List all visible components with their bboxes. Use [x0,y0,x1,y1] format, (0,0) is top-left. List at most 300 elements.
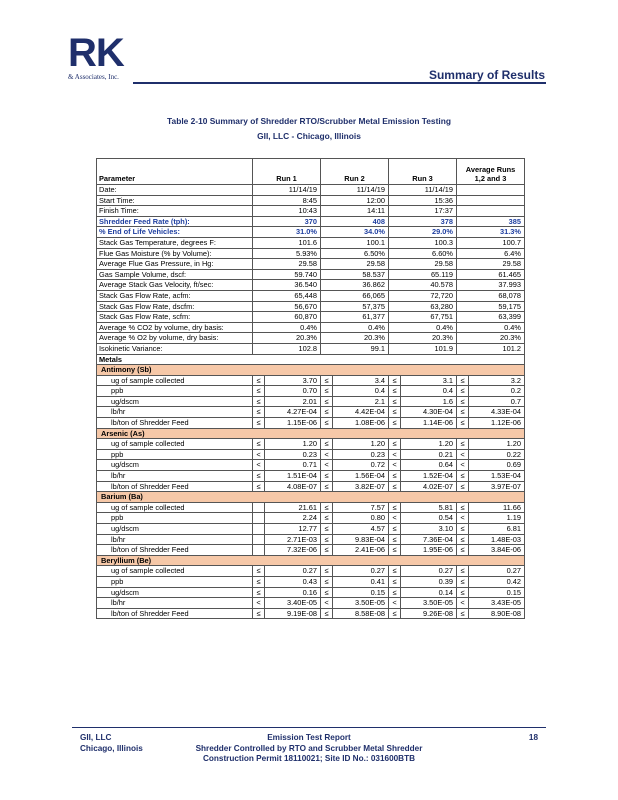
run1-qualifier [253,545,265,556]
average-value: 31.3% [457,227,525,238]
metal-unit-label: lb/hr [97,598,253,609]
run2-value: 1.08E-06 [333,418,389,429]
run3-value: 63,280 [389,301,457,312]
run2-value: 4.57 [333,524,389,535]
run3-value: 0.64 [401,460,457,471]
run2-qualifier: ≤ [321,608,333,619]
run3-value: 20.3% [389,333,457,344]
metal-unit-label: lb/hr [97,534,253,545]
parameter-label: Average % CO2 by volume, dry basis: [97,322,253,333]
average-value [457,206,525,217]
parameter-label: Isokinetic Variance: [97,343,253,354]
average-value: 1.48E-03 [469,534,525,545]
metal-data-row [97,566,525,577]
table-row [97,206,525,217]
run2-value: 61,377 [321,312,389,323]
run1-value: 4.27E-04 [265,407,321,418]
run1-value: 0.71 [265,460,321,471]
run1-value: 29.58 [253,259,321,270]
parameter-label: Date: [97,185,253,196]
metal-unit-label: ppb [97,449,253,460]
run2-value: 3.82E-07 [333,481,389,492]
run1-qualifier [253,502,265,513]
run1-qualifier: ≤ [253,407,265,418]
average-value: 0.4% [457,322,525,333]
header-run1: Run 1 [253,159,321,185]
run3-qualifier: ≤ [389,608,401,619]
average-value: 1.12E-06 [469,418,525,429]
parameter-label: Average Flue Gas Pressure, in Hg: [97,259,253,270]
parameter-label: % End of Life Vehicles: [97,227,253,238]
run3-value: 6.60% [389,248,457,259]
metal-header-row [97,428,525,439]
run2-qualifier: ≤ [321,566,333,577]
run2-value: 408 [321,216,389,227]
run3-value: 0.4% [389,322,457,333]
parameter-label: Stack Gas Flow Rate, scfm: [97,312,253,323]
table-row [97,333,525,344]
average-value: 59,175 [457,301,525,312]
run1-value: 0.23 [265,449,321,460]
run3-value: 3.10 [401,524,457,535]
run3-qualifier: ≤ [389,587,401,598]
metal-unit-label: ug/dscm [97,524,253,535]
average-value: 20.3% [457,333,525,344]
table-subcaption: GII, LLC - Chicago, Illinois [257,131,361,141]
table-row [97,259,525,270]
metal-data-row [97,502,525,513]
metal-data-row [97,576,525,587]
run1-qualifier [253,534,265,545]
run1-value: 65,448 [253,290,321,301]
run3-qualifier: ≤ [389,502,401,513]
average-value: 1.53E-04 [469,471,525,482]
average-value: 3.97E-07 [469,481,525,492]
parameter-label: Average % O2 by volume, dry basis: [97,333,253,344]
table-row [97,227,525,238]
average-value [457,195,525,206]
parameter-label: Stack Gas Flow Rate, acfm: [97,290,253,301]
run1-qualifier: ≤ [253,576,265,587]
run3-value: 5.81 [401,502,457,513]
run2-value: 58.537 [321,269,389,280]
run3-value: 0.27 [401,566,457,577]
run2-qualifier: ≤ [321,524,333,535]
run2-qualifier: ≤ [321,407,333,418]
metal-data-row [97,396,525,407]
average-value [457,185,525,196]
average-value: 385 [457,216,525,227]
run3-value: 17:37 [389,206,457,217]
metal-header-row [97,555,525,566]
run3-qualifier: ≤ [389,439,401,450]
average-value: 6.81 [469,524,525,535]
average-value: 11.66 [469,502,525,513]
metal-unit-label: ppb [97,513,253,524]
average-value: 61.465 [457,269,525,280]
average-qualifier: < [457,449,469,460]
run2-value: 2.41E-06 [333,545,389,556]
run2-value: 3.50E-05 [333,598,389,609]
table-caption: Table 2-10 Summary of Shredder RTO/Scrubber Metal Emission Testing [167,116,451,126]
run1-value: 2.71E-03 [265,534,321,545]
run3-qualifier: ≤ [389,396,401,407]
average-value: 8.90E-08 [469,608,525,619]
run1-value: 9.19E-08 [265,608,321,619]
run2-value: 57,375 [321,301,389,312]
table-row [97,185,525,196]
run1-qualifier: ≤ [253,566,265,577]
run1-value: 2.24 [265,513,321,524]
run2-value: 7.57 [333,502,389,513]
footer-report [0,733,618,765]
run2-qualifier: ≤ [321,576,333,587]
run1-value: 3.40E-05 [265,598,321,609]
header-average [457,159,525,185]
metal-data-row [97,449,525,460]
metal-unit-label: ug of sample collected [97,439,253,450]
metal-unit-label: lb/ton of Shredder Feed [97,481,253,492]
metal-data-row [97,598,525,609]
run3-value: 15:36 [389,195,457,206]
run2-qualifier: ≤ [321,587,333,598]
table-row [97,343,525,354]
run1-qualifier: ≤ [253,418,265,429]
page-number: 18 [528,733,538,742]
metal-unit-label: ug of sample collected [97,375,253,386]
run3-qualifier: ≤ [389,471,401,482]
run2-value: 12:00 [321,195,389,206]
run2-value: 0.80 [333,513,389,524]
average-value: 29.58 [457,259,525,270]
metal-unit-label: lb/hr [97,407,253,418]
metals-section-row [97,354,525,365]
run3-value: 1.20 [401,439,457,450]
average-value: 1.20 [469,439,525,450]
run3-qualifier: < [389,460,401,471]
company-logo [68,31,138,81]
average-value: 0.15 [469,587,525,598]
parameter-label: Shredder Feed Rate (tph): [97,216,253,227]
run2-value: 0.4% [321,322,389,333]
table-row [97,301,525,312]
run2-value: 99.1 [321,343,389,354]
run3-value: 3.1 [401,375,457,386]
run3-qualifier: ≤ [389,407,401,418]
parameter-label: Flue Gas Moisture (% by Volume): [97,248,253,259]
average-qualifier: ≤ [457,545,469,556]
run2-value: 2.1 [333,396,389,407]
metal-data-row [97,386,525,397]
run3-qualifier: ≤ [389,576,401,587]
run3-value: 1.14E-06 [401,418,457,429]
average-qualifier: ≤ [457,418,469,429]
run1-qualifier: < [253,598,265,609]
average-value: 63,399 [457,312,525,323]
run1-value: 4.08E-07 [265,481,321,492]
run3-value: 1.95E-06 [401,545,457,556]
average-qualifier: ≤ [457,396,469,407]
table-row [97,269,525,280]
metal-data-row [97,471,525,482]
average-qualifier: ≤ [457,471,469,482]
run1-value: 31.0% [253,227,321,238]
run1-value: 5.93% [253,248,321,259]
logo-tagline: & Associates, Inc. [68,73,119,81]
metal-data-row [97,587,525,598]
run1-value: 102.8 [253,343,321,354]
table-row [97,290,525,301]
run1-value: 1.20 [265,439,321,450]
average-value: 0.22 [469,449,525,460]
run2-qualifier: ≤ [321,386,333,397]
metal-unit-label: ppb [97,386,253,397]
logo-letters: RK [68,31,124,75]
run2-qualifier: ≤ [321,502,333,513]
run1-value: 101.6 [253,237,321,248]
run3-qualifier: ≤ [389,545,401,556]
average-value: 3.2 [469,375,525,386]
run3-qualifier: < [389,513,401,524]
metal-name: Beryllium (Be) [97,555,525,566]
metal-data-row [97,375,525,386]
metal-data-row [97,460,525,471]
run2-qualifier: < [321,449,333,460]
run3-qualifier: ≤ [389,566,401,577]
parameter-label: Finish Time: [97,206,253,217]
metal-unit-label: ppb [97,576,253,587]
run1-value: 0.27 [265,566,321,577]
metal-unit-label: ug of sample collected [97,502,253,513]
metal-unit-label: ug/dscm [97,460,253,471]
average-value: 0.42 [469,576,525,587]
run1-value: 59.740 [253,269,321,280]
run1-value: 2.01 [265,396,321,407]
average-value: 0.27 [469,566,525,577]
run3-value: 11/14/19 [389,185,457,196]
run3-value: 67,751 [389,312,457,323]
run3-value: 4.02E-07 [401,481,457,492]
run2-value: 66,065 [321,290,389,301]
run1-value: 12.77 [265,524,321,535]
header-divider [133,82,546,84]
run1-value: 0.70 [265,386,321,397]
run2-value: 0.15 [333,587,389,598]
run2-value: 0.72 [333,460,389,471]
run2-qualifier: ≤ [321,418,333,429]
run2-qualifier: ≤ [321,481,333,492]
run1-qualifier: ≤ [253,439,265,450]
run3-value: 1.6 [401,396,457,407]
run1-value: 3.70 [265,375,321,386]
run1-qualifier: ≤ [253,375,265,386]
run1-value: 36.540 [253,280,321,291]
table-row [97,248,525,259]
run1-value: 370 [253,216,321,227]
metal-unit-label: lb/ton of Shredder Feed [97,608,253,619]
run2-value: 3.4 [333,375,389,386]
table-row [97,195,525,206]
run2-value: 0.23 [333,449,389,460]
table-row [97,322,525,333]
metal-header-row [97,365,525,376]
run1-value: 1.15E-06 [265,418,321,429]
average-qualifier: ≤ [457,608,469,619]
run2-qualifier: ≤ [321,534,333,545]
average-qualifier: ≤ [457,524,469,535]
average-value: 0.7 [469,396,525,407]
average-qualifier: ≤ [457,566,469,577]
average-qualifier: ≤ [457,439,469,450]
run1-qualifier [253,513,265,524]
header-average-line2: 1,2 and 3 [474,174,507,184]
run1-value: 8:45 [253,195,321,206]
parameter-label: Gas Sample Volume, dscf: [97,269,253,280]
average-qualifier: ≤ [457,386,469,397]
average-value: 0.69 [469,460,525,471]
run1-value: 1.51E-04 [265,471,321,482]
run3-value: 0.21 [401,449,457,460]
run3-qualifier: ≤ [389,534,401,545]
parameter-label: Average Stack Gas Velocity, ft/sec: [97,280,253,291]
run1-value: 20.3% [253,333,321,344]
table-row [97,216,525,227]
metal-name: Antimony (Sb) [97,365,525,376]
run1-value: 56,670 [253,301,321,312]
run3-value: 4.30E-04 [401,407,457,418]
run1-qualifier: ≤ [253,396,265,407]
parameter-label: Stack Gas Flow Rate, dscfm: [97,301,253,312]
run1-qualifier: ≤ [253,587,265,598]
run2-value: 36.862 [321,280,389,291]
run2-qualifier: < [321,460,333,471]
run3-value: 1.52E-04 [401,471,457,482]
run1-qualifier [253,524,265,535]
run2-value: 6.50% [321,248,389,259]
run1-qualifier: ≤ [253,481,265,492]
run1-qualifier: ≤ [253,386,265,397]
section-title: Summary of Results [428,68,545,82]
average-qualifier: ≤ [457,407,469,418]
metal-unit-label: ug of sample collected [97,566,253,577]
metal-unit-label: lb/ton of Shredder Feed [97,545,253,556]
run1-qualifier: ≤ [253,608,265,619]
header-parameter: Parameter [97,159,253,185]
run2-value: 4.42E-04 [333,407,389,418]
metal-unit-label: ug/dscm [97,587,253,598]
run2-qualifier: ≤ [321,513,333,524]
average-value: 6.4% [457,248,525,259]
run1-value: 0.16 [265,587,321,598]
run2-qualifier: ≤ [321,396,333,407]
average-value: 1.19 [469,513,525,524]
run3-value: 0.4 [401,386,457,397]
run2-value: 14:11 [321,206,389,217]
run2-value: 29.58 [321,259,389,270]
results-table [96,158,525,619]
run2-value: 34.0% [321,227,389,238]
run3-qualifier: ≤ [389,481,401,492]
run3-value: 3.50E-05 [401,598,457,609]
average-value: 3.43E-05 [469,598,525,609]
average-value: 0.2 [469,386,525,397]
run3-qualifier: ≤ [389,524,401,535]
metal-data-row [97,439,525,450]
metal-data-row [97,407,525,418]
average-qualifier: < [457,598,469,609]
run2-value: 1.20 [333,439,389,450]
average-value: 4.33E-04 [469,407,525,418]
run2-value: 1.56E-04 [333,471,389,482]
metal-header-row [97,492,525,503]
parameter-label: Stack Gas Temperature, degrees F: [97,237,253,248]
metal-data-row [97,545,525,556]
header-run3: Run 3 [389,159,457,185]
metal-unit-label: lb/hr [97,471,253,482]
metal-unit-label: ug/dscm [97,396,253,407]
run1-qualifier: < [253,460,265,471]
run2-qualifier: < [321,598,333,609]
table-row [97,280,525,291]
metal-name: Barium (Ba) [97,492,525,503]
footer-client-city: Chicago, Illinois [80,743,143,753]
run3-value: 101.9 [389,343,457,354]
metal-data-row [97,481,525,492]
run1-value: 7.32E-06 [265,545,321,556]
average-qualifier: ≤ [457,481,469,492]
footer-client-name: GII, LLC [80,733,112,742]
parameter-label: Start Time: [97,195,253,206]
average-qualifier: < [457,460,469,471]
run3-value: 0.39 [401,576,457,587]
metal-data-row [97,608,525,619]
average-qualifier: ≤ [457,587,469,598]
average-qualifier: ≤ [457,502,469,513]
run2-value: 9.83E-04 [333,534,389,545]
table-header-row [97,159,525,185]
run1-qualifier: ≤ [253,471,265,482]
average-value: 68,078 [457,290,525,301]
average-qualifier: < [457,513,469,524]
run3-value: 72,720 [389,290,457,301]
run1-qualifier: < [253,449,265,460]
metal-data-row [97,513,525,524]
run2-value: 0.41 [333,576,389,587]
run3-value: 0.54 [401,513,457,524]
run3-qualifier: ≤ [389,386,401,397]
average-qualifier: ≤ [457,375,469,386]
run3-qualifier: < [389,598,401,609]
header-run2: Run 2 [321,159,389,185]
footer-divider [72,727,546,728]
metal-unit-label: lb/ton of Shredder Feed [97,418,253,429]
run1-value: 0.43 [265,576,321,587]
run3-qualifier: < [389,449,401,460]
run3-value: 0.14 [401,587,457,598]
run3-value: 7.36E-04 [401,534,457,545]
run1-value: 60,870 [253,312,321,323]
run3-value: 65.119 [389,269,457,280]
footer-report-title: Emission Test Report [267,733,351,742]
average-value: 101.2 [457,343,525,354]
run3-value: 378 [389,216,457,227]
run3-value: 29.58 [389,259,457,270]
run2-value: 11/14/19 [321,185,389,196]
run1-value: 11/14/19 [253,185,321,196]
run3-value: 100.3 [389,237,457,248]
table-row [97,312,525,323]
table-row [97,237,525,248]
